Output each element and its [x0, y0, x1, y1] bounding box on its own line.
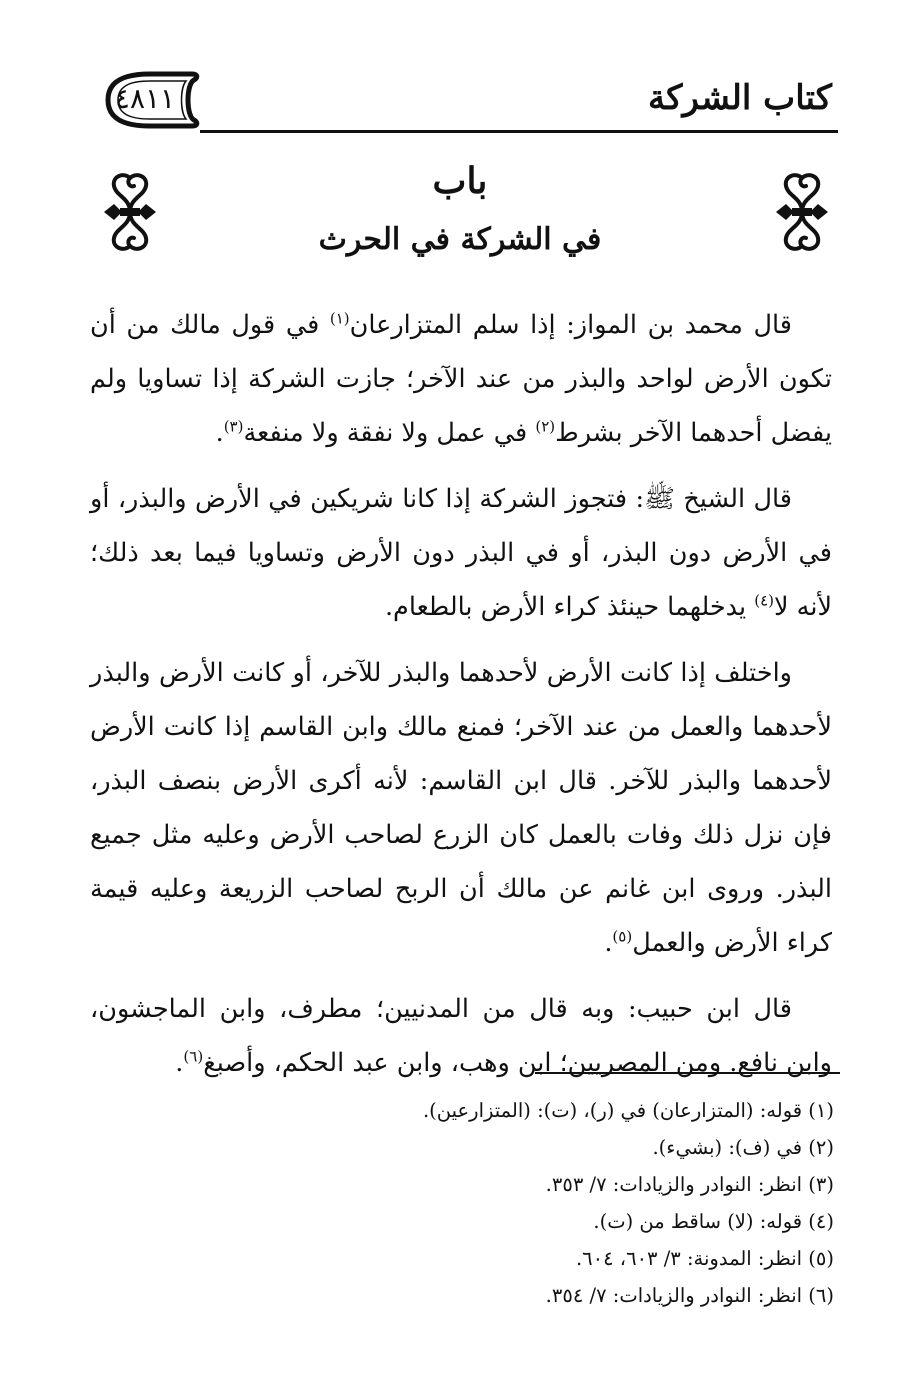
right-ornament-icon: [772, 170, 832, 254]
paragraph: قال الشيخ ﷺ: فتجوز الشركة إذا كانا شريكين في الأرض والبذر، أو في الأرض دون البذر، أو في البذر دون الأرض وتساويا فيما بعد ذلك؛ لأنه لا$^{(٤)}$ يدخلهما حينئذ كراء الأرض بالطعام.: [90, 484, 832, 622]
footnote-ref: (١): [329, 309, 350, 328]
footnote: (٤) قوله: (لا) ساقط من (ت).: [593, 1210, 834, 1233]
main-text: [90, 298, 832, 1102]
footnote-ref: (٤): [754, 591, 775, 610]
paragraph: قال محمد بن المواز: إذا سلم المتزارعان$^{(١)}$ في قول مالك من أن تكون الأرض لواحد والبذر من عند الآخر؛ جازت الشركة إذا تساويا ولم يفضل أحدهما الآخر بشرط$^{(٢)}$ في عمل ولا نفقة ولا منفعة$^{(٣)}$.: [90, 309, 832, 448]
footnote: (٣) انظر: النوادر والزيادات: ٧/ ٣٥٣.: [545, 1173, 834, 1196]
footnote-ref: (٦): [183, 1047, 204, 1066]
footnote: (٥) انظر: المدونة: ٣/ ٦٠٣، ٦٠٤.: [575, 1247, 834, 1270]
running-head: كتاب الشركة: [648, 78, 832, 118]
left-ornament-icon: [100, 170, 160, 254]
page-number-badge: [90, 68, 200, 132]
footnote-ref: (٥): [612, 927, 633, 946]
chapter-label: باب: [432, 160, 488, 202]
header-rule: [200, 130, 838, 133]
footnote: (٢) في (ف): (بشيء).: [652, 1136, 834, 1159]
footnote: (١) قوله: (المتزارعان) في (ر)، (ت): (المتزارعين).: [422, 1099, 834, 1122]
paragraph: قال ابن حبيب: وبه قال من المدنيين؛ مطرف، وابن الماجشون، وابن نافع. ومن المصريين؛ ابن وهب، وابن عبد الحكم، وأصبغ$^{(٦)}$.: [90, 994, 832, 1078]
footnotes: [423, 1092, 834, 1314]
footnote-separator: [535, 1072, 840, 1074]
footnote-ref: (٢): [535, 417, 556, 436]
footnote: (٦) انظر: النوادر والزيادات: ٧/ ٣٥٤.: [545, 1284, 834, 1307]
page-number: ٤٨١١: [114, 82, 176, 115]
paragraph: واختلف إذا كانت الأرض لأحدهما والبذر للآخر، أو كانت الأرض والبذر لأحدهما والعمل من عند الآخر؛ فمنع مالك وابن القاسم إذا كانت الأرض لأحدهما والبذر للآخر. قال ابن القاسم: لأنه أكرى الأرض بنصف البذر، فإن نزل ذلك وفات بالعمل كان الزرع لصاحب الأرض وعليه مثل جميع البذر. وروى ابن غانم عن مالك أن الربح لصاحب الزريعة وعليه قيمة كراء الأرض والعمل$^{(٥)}$.: [90, 658, 832, 958]
footnote-ref: (٣): [223, 417, 244, 436]
chapter-title: في الشركة في الحرث: [318, 222, 602, 257]
